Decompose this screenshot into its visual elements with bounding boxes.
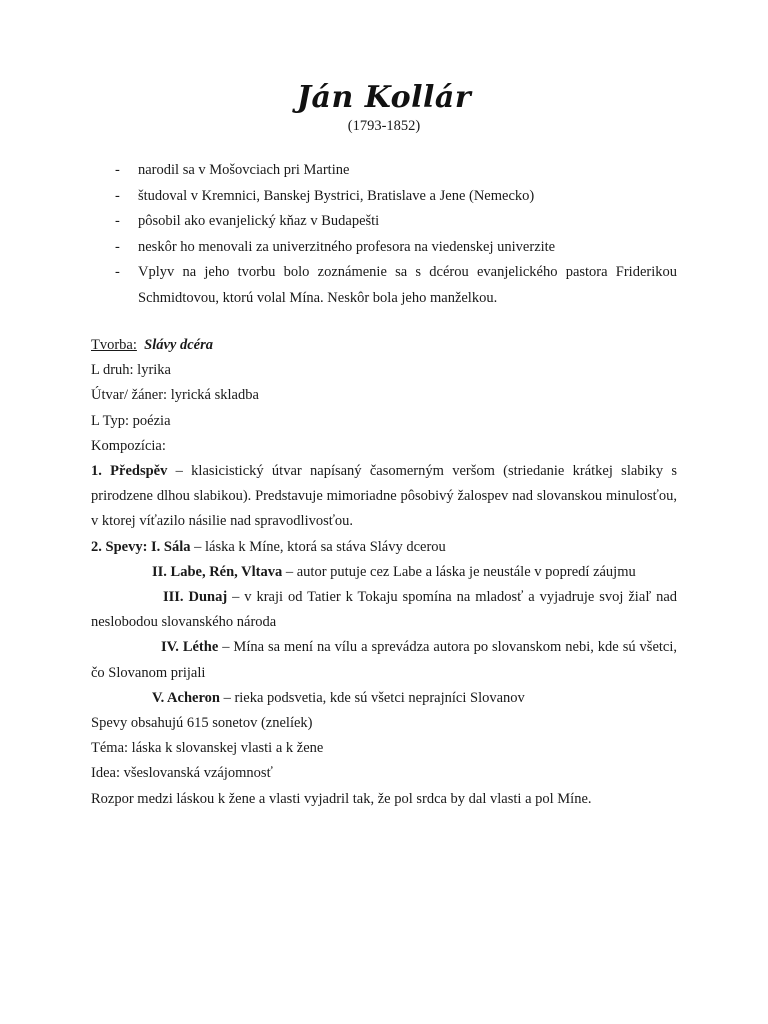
sonnet-count: Spevy obsahujú 615 sonetov (znelíek) <box>91 715 313 732</box>
idea-line: Idea: všeslovanská vzájomnosť <box>91 765 273 782</box>
theme-line: Téma: láska k slovanskej vlasti a k žene <box>91 740 324 757</box>
work-section <box>91 333 677 812</box>
list-item: - Vplyv na jeho tvorbu bolo zoznámenie sa s dcérou evanjelického pastora Friderikou Schmidtovou, ktorú volal Mína. Neskôr bola jeho manželkou. <box>91 260 677 311</box>
biography-list <box>91 158 677 311</box>
dash-marker: - <box>115 213 120 229</box>
dash-marker: - <box>115 162 120 178</box>
literary-type: L Typ: poézia <box>91 412 171 429</box>
dash-marker: - <box>115 238 120 255</box>
predspev-paragraph: 1. Předspěv – klasicistický útvar napísaný časomerným veršom (striedanie krátkej slabiky s prirodzene dlhou slabikou). Predstavuje mimoriadne pôsobivý žalospev nad slovanskou minulosťou, v ktorej víťazilo násilie nad spravodlivosťou. <box>91 463 677 530</box>
predspev-heading: 1. Předspěv <box>91 463 168 480</box>
literary-form: Útvar/ žáner: lyrická skladba <box>91 387 259 404</box>
page-title: Ján Kollár <box>296 80 472 115</box>
conflict-line: Rozpor medzi láskou k žene a vlasti vyjadril tak, že pol srdca by dal vlasti a pol Míne. <box>91 790 592 807</box>
composition-label: Kompozícia: <box>91 437 166 454</box>
tvorba-line <box>91 333 677 358</box>
section-labe: II. Labe, Rén, Vltava – autor putuje cez Labe a láska je neustále v popredí záujmu <box>152 563 636 580</box>
section-acheron: V. Acheron – rieka podsvetia, kde sú všetci neprajníci Slovanov <box>152 689 525 706</box>
list-item: - neskôr ho menovali za univerzitného profesora na viedenskej univerzite <box>91 235 677 261</box>
dash-marker: - <box>115 264 120 280</box>
spevy-line: 2. Spevy: I. Sála – láska k Míne, ktorá sa stáva Slávy dcerou <box>91 538 446 555</box>
spevy-heading: 2. Spevy: I. Sála <box>91 538 191 555</box>
tvorba-label: Tvorba: <box>91 337 137 353</box>
work-title: Slávy dcéra <box>144 337 214 353</box>
dash-marker: - <box>115 187 120 204</box>
section-lethe: IV. Léthe – Mína sa mení na vílu a sprevádza autora po slovanskom nebi, kde sú všetci, čo Slovanom prijali <box>91 639 677 681</box>
list-item: - pôsobil ako evanjelický kňaz v Budapešti <box>91 209 677 235</box>
life-years: (1793-1852) <box>347 118 421 134</box>
literary-kind: L druh: lyrika <box>91 362 171 379</box>
section-dunaj: III. Dunaj – v kraji od Tatier k Tokaju spomína na mladosť a vyjadruje svoj žiaľ nad neslobodou slovanského národa <box>91 589 678 631</box>
list-item: - narodil sa v Mošovciach pri Martine <box>91 158 677 184</box>
list-item: - študoval v Kremnici, Banskej Bystrici, Bratislave a Jene (Nemecko) <box>91 184 677 210</box>
